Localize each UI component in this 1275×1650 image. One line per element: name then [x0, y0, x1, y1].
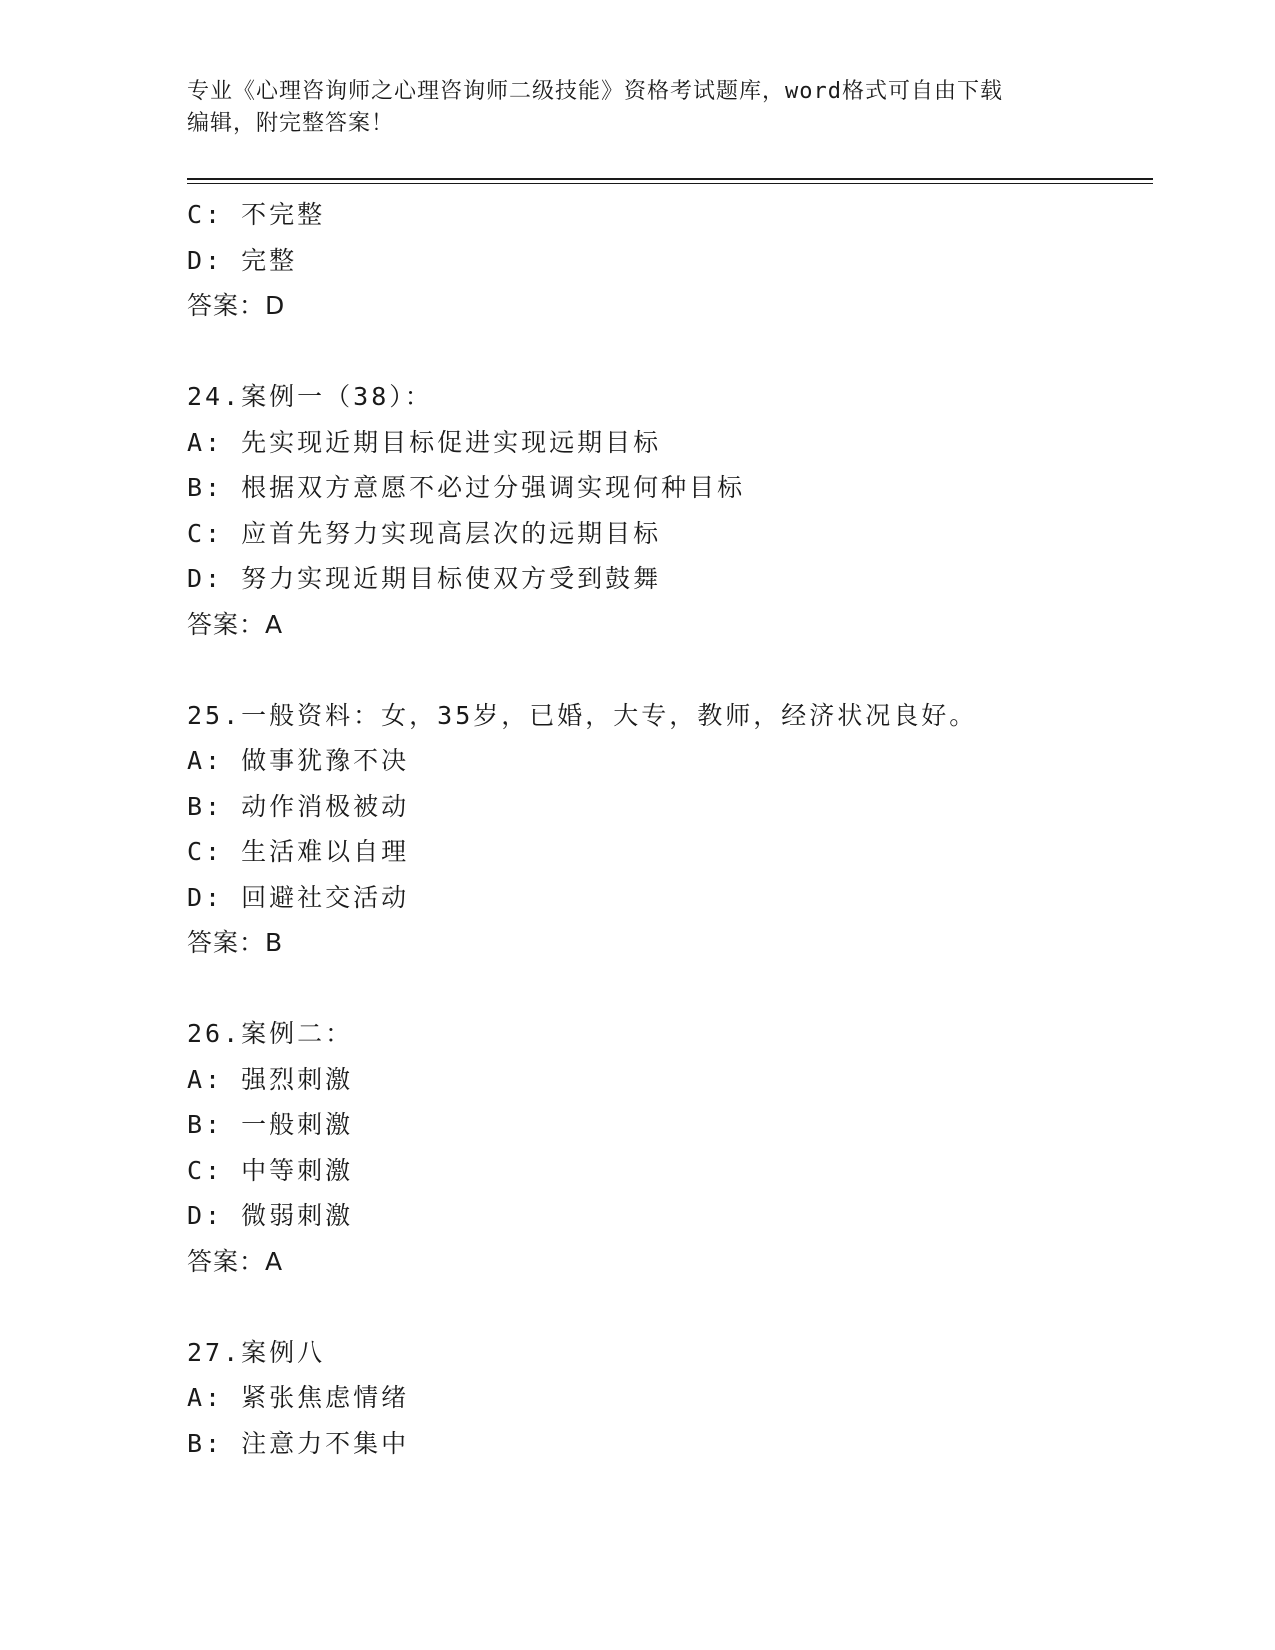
- question-27: [187, 1330, 1167, 1467]
- answer-line: 答案：B: [187, 928, 284, 957]
- question-26: [187, 1011, 1167, 1284]
- option-a: A: 紧张焦虑情绪: [187, 1383, 410, 1412]
- question-stem: 26.案例二：: [187, 1019, 354, 1048]
- answer-line: 答案：A: [187, 1246, 284, 1276]
- header-divider-thick: [187, 178, 1153, 180]
- question-list: [187, 192, 1167, 1466]
- option-b: B: 一般刺激: [187, 1110, 354, 1139]
- header-line-1: 专业《心理咨询师之心理咨询师二级技能》资格考试题库，word格式可自由下载: [187, 79, 1003, 104]
- option-a: A: 做事犹豫不决: [187, 746, 410, 775]
- option-c: C: 中等刺激: [187, 1155, 354, 1185]
- option-a: A: 先实现近期目标促进实现远期目标: [187, 427, 662, 457]
- question-25: [187, 693, 1167, 966]
- header-line-2: 编辑，附完整答案！: [187, 111, 395, 136]
- answer-line: 答案：D: [187, 291, 286, 320]
- partial-question: [187, 192, 1167, 329]
- option-b: B: 注意力不集中: [187, 1428, 410, 1458]
- option-b: B: 根据双方意愿不必过分强调实现何种目标: [187, 473, 746, 502]
- question-stem: 24.案例一（38）：: [187, 382, 433, 411]
- document-header: [187, 76, 1087, 140]
- question-stem: 27.案例八: [187, 1337, 326, 1367]
- answer-line: 答案：A: [187, 609, 284, 639]
- option-d: D: 完整: [187, 245, 298, 275]
- option-c: C: 生活难以自理: [187, 837, 410, 866]
- option-b: B: 动作消极被动: [187, 791, 410, 821]
- option-c: C: 应首先努力实现高层次的远期目标: [187, 518, 662, 548]
- option-d: D: 努力实现近期目标使双方受到鼓舞: [187, 564, 662, 593]
- option-d: D: 微弱刺激: [187, 1201, 354, 1230]
- question-24: [187, 374, 1167, 647]
- option-d: D: 回避社交活动: [187, 882, 410, 912]
- option-a: A: 强烈刺激: [187, 1064, 354, 1094]
- option-c: C: 不完整: [187, 200, 326, 229]
- question-stem: 25.一般资料：女，35岁，已婚，大专，教师，经济状况良好。: [187, 700, 978, 730]
- header-divider-thin: [187, 183, 1153, 184]
